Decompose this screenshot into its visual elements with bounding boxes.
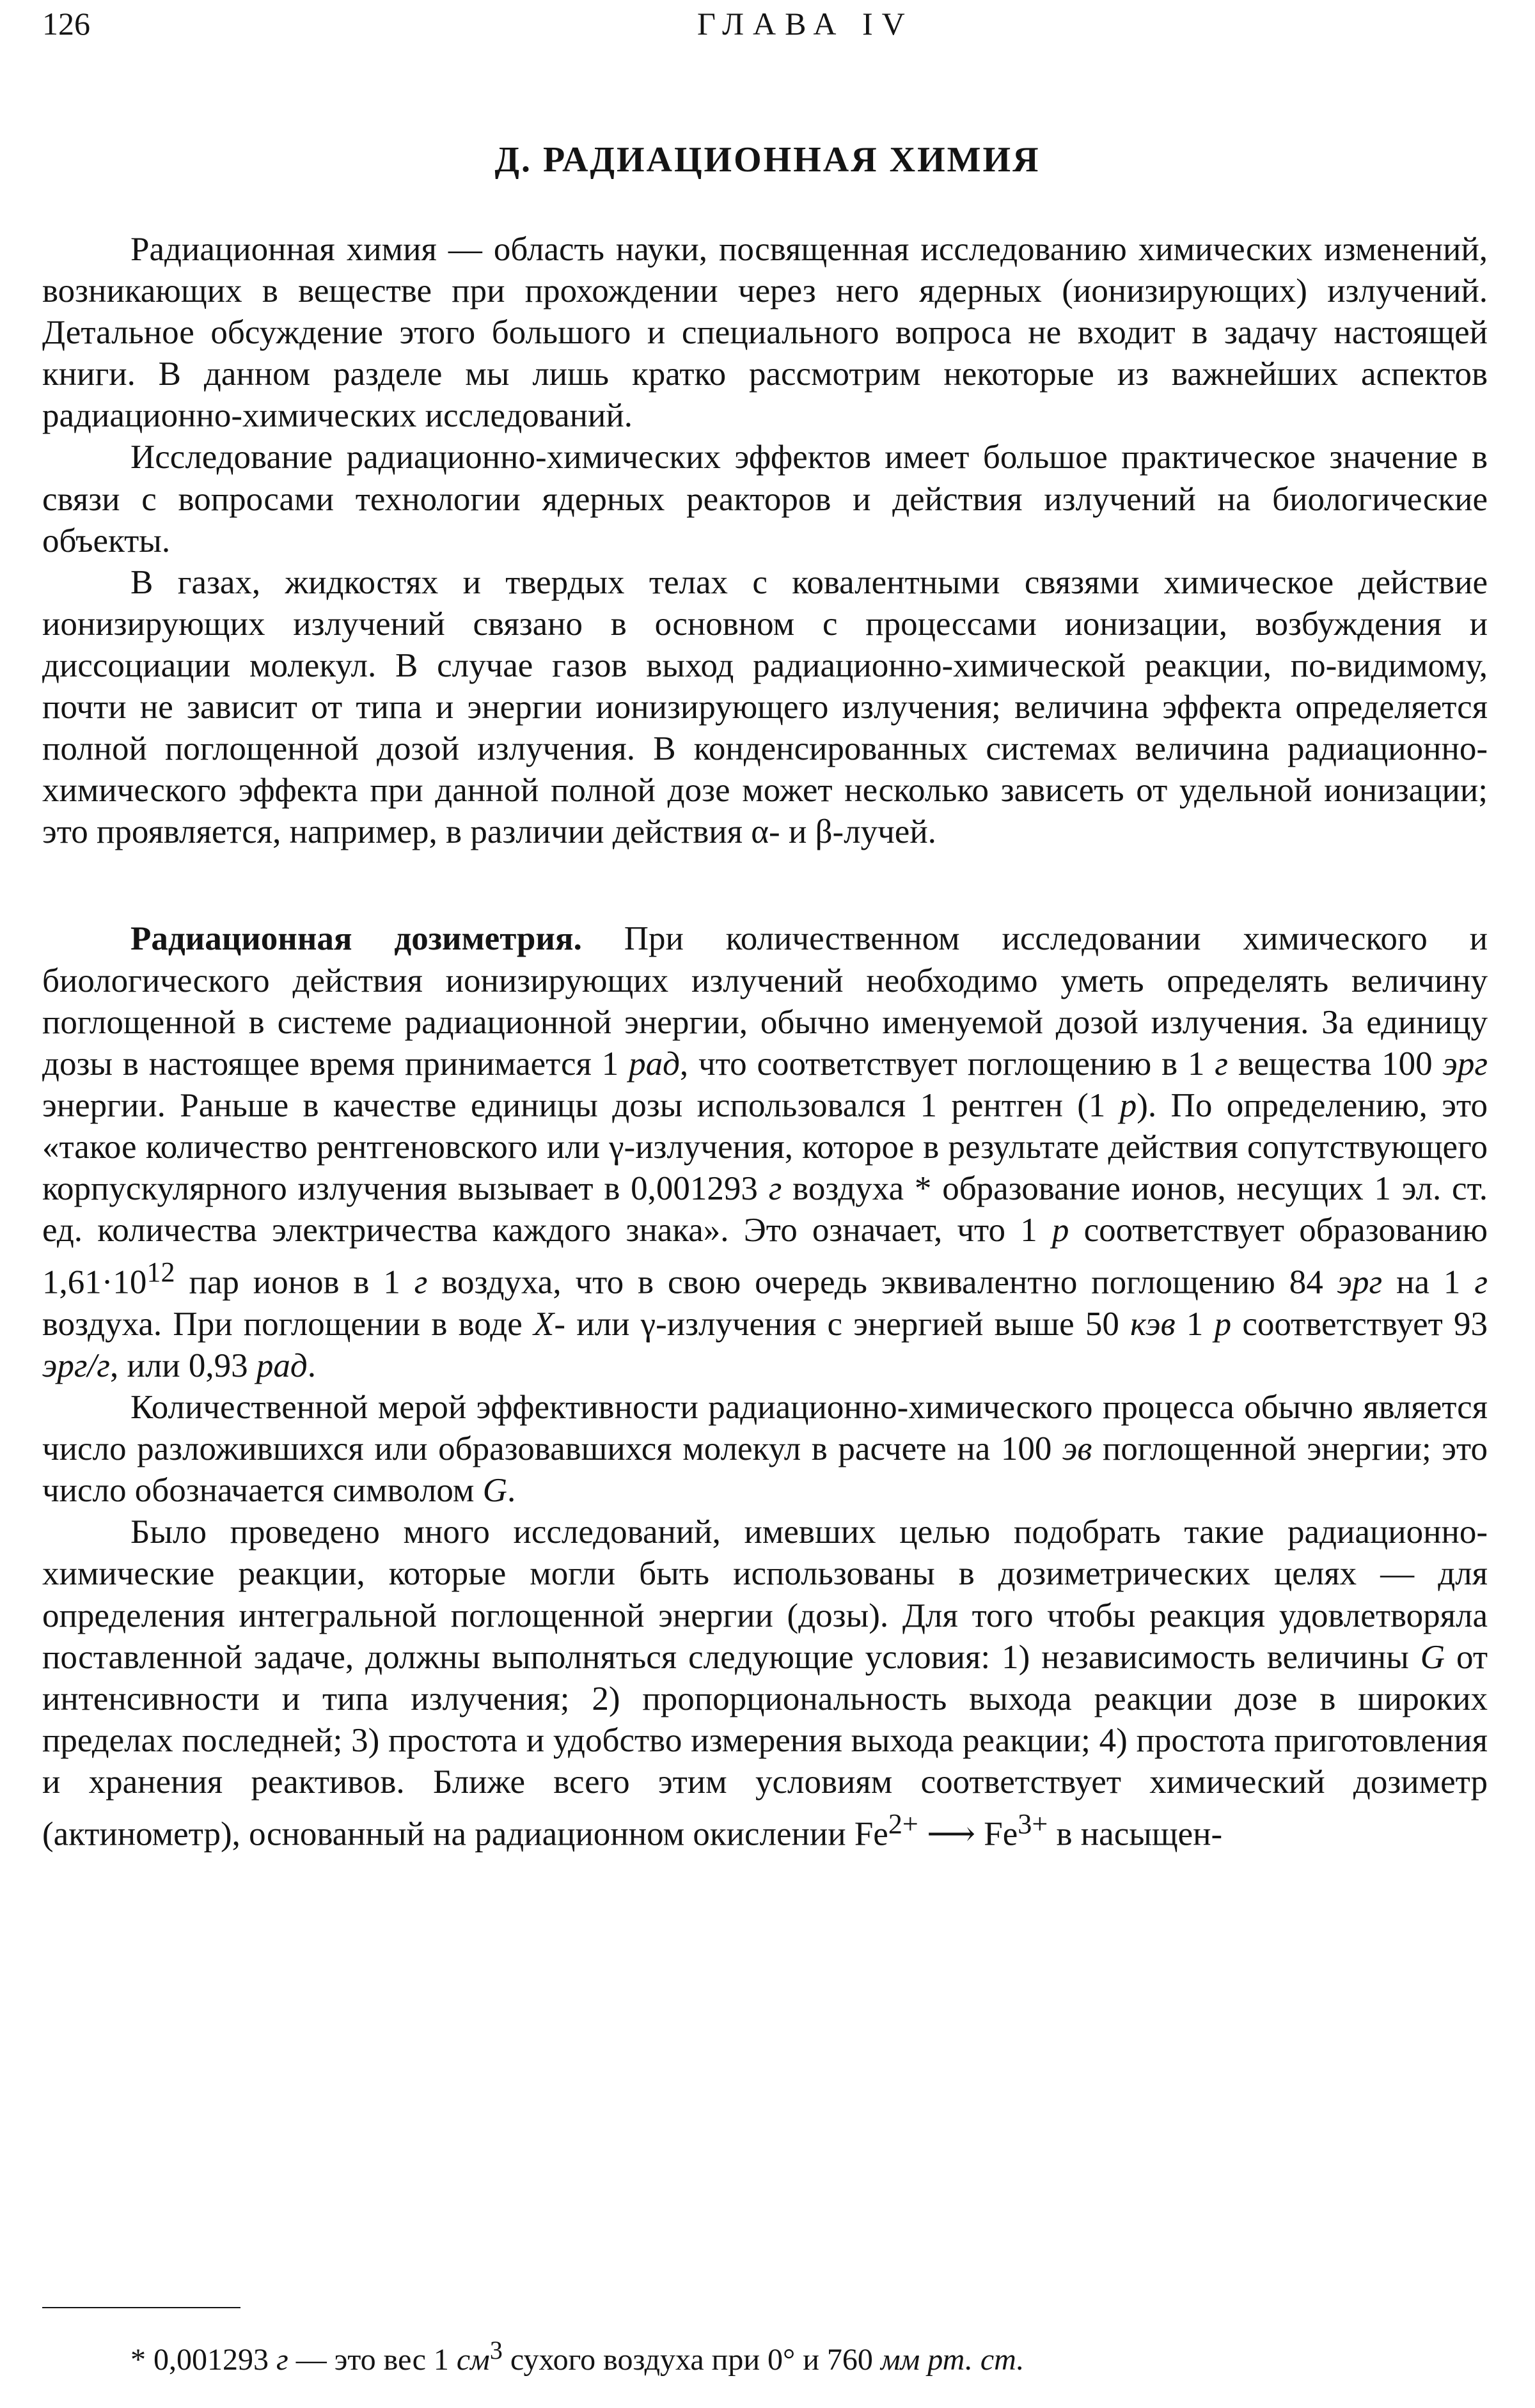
footnote-rule [42, 2307, 240, 2308]
dosimetry-paragraph-2: Количественной мерой эффективности радиационно-химического процесса обычно является число разложившихся или образовавшихся молекул в расчете на 100 эв поглощенной энергии; это число обозначается символом G. [42, 1389, 1488, 1510]
chapter-title: ГЛАВА IV [697, 6, 914, 42]
footnote: * 0,001293 г — это вес 1 $см^3$ сухого воздуха при 0° и 760 мм рт. ст. [130, 2336, 1025, 2377]
page-number: 126 [42, 6, 90, 42]
intro-paragraph-3: В газах, жидкостях и твердых телах с ковалентными связями химическое действие ионизирующих излучений связано в основном с процессами ионизации, возбуждения и диссоциации молекул. В случае газов выход радиационно-химической реакции, по-видимому, почти не зависит от типа и энергии ионизирующего излучения; величина эффекта определяется полной поглощенной дозой излучения. В конденсированных системах величина радиационно-химического эффекта при данной полной дозе может несколько зависеть от удельной ионизации; это проявляется, например, в различии действия α- и β-лучей. [42, 563, 1488, 851]
section-title: Д. РАДИАЦИОННАЯ ХИМИЯ [494, 140, 1041, 180]
dosimetry-paragraph-1: Радиационная дозиметрия. При количественном исследовании химического и биологического действия ионизирующих излучений необходимо уметь определять величину поглощенной в системе радиационной энергии, обычно именуемой дозой излучения. За единицу дозы в настоящее время принимается 1 рад, что соответствует поглощению в 1 г вещества 100 эрг энергии. Раньше в качестве единицы дозы использовался 1 рентген (1 р). По определению, это «такое количество рентгеновского или γ-излучения, которое в результате действия сопутствующего корпускулярного излучения вызывает в 0,001293 г воздуха * образование ионов, несущих 1 эл. ст. ед. количества электричества каждого знака». Это означает, что 1 р соответствует образованию $1,61\cdot 10^{12}$ пар ионов в 1 г воздуха, что в свою очередь эквивалентно поглощению 84 эрг на 1 г воздуха. При поглощении в воде X- или γ-излучения с энергией выше 50 кэв 1 р соответствует 93 эрг/г, или 0,93 рад. [42, 920, 1488, 1384]
dosimetry-paragraph-3: Было проведено много исследований, имевших целью подобрать такие радиационно-химические реакции, которые могли быть использованы в дозиметрических целях — для определения интегральной поглощенной энергии (дозы). Для того чтобы реакция удовлетворяла поставленной задаче, должны выполняться следующие условия: 1) независимость величины G от интенсивности и типа излучения; 2) пропорциональность выхода реакции дозе в широких пределах последней; 3) простота и удобство измерения выхода реакции; 4) простота приготовления и хранения реактивов. Ближе всего этим условиям соответствует химический дозиметр (актинометр), основанный на радиационном окислении $Fe^{2+}$ ⟶ $Fe^{3+}$ в насыщен- [42, 1513, 1488, 1853]
body-text [42, 229, 1488, 1856]
running-head [42, 5, 1493, 43]
runin-heading: Радиационная дозиметрия. [130, 920, 582, 958]
intro-paragraph-2: Исследование радиационно-химических эффектов имеет большое практическое значение в связи с вопросами технологии ядерных реакторов и действия излучений на биологические объекты. [42, 439, 1488, 559]
intro-paragraph-1: Радиационная химия — область науки, посвященная исследованию химических изменений, возникающих в веществе при прохождении через него ядерных (ионизирующих) излучений. Детальное обсуждение этого большого и специального вопроса не входит в задачу настоящей книги. В данном разделе мы лишь кратко рассмотрим некоторые из важнейших аспектов радиационно-химических исследований. [42, 231, 1488, 435]
